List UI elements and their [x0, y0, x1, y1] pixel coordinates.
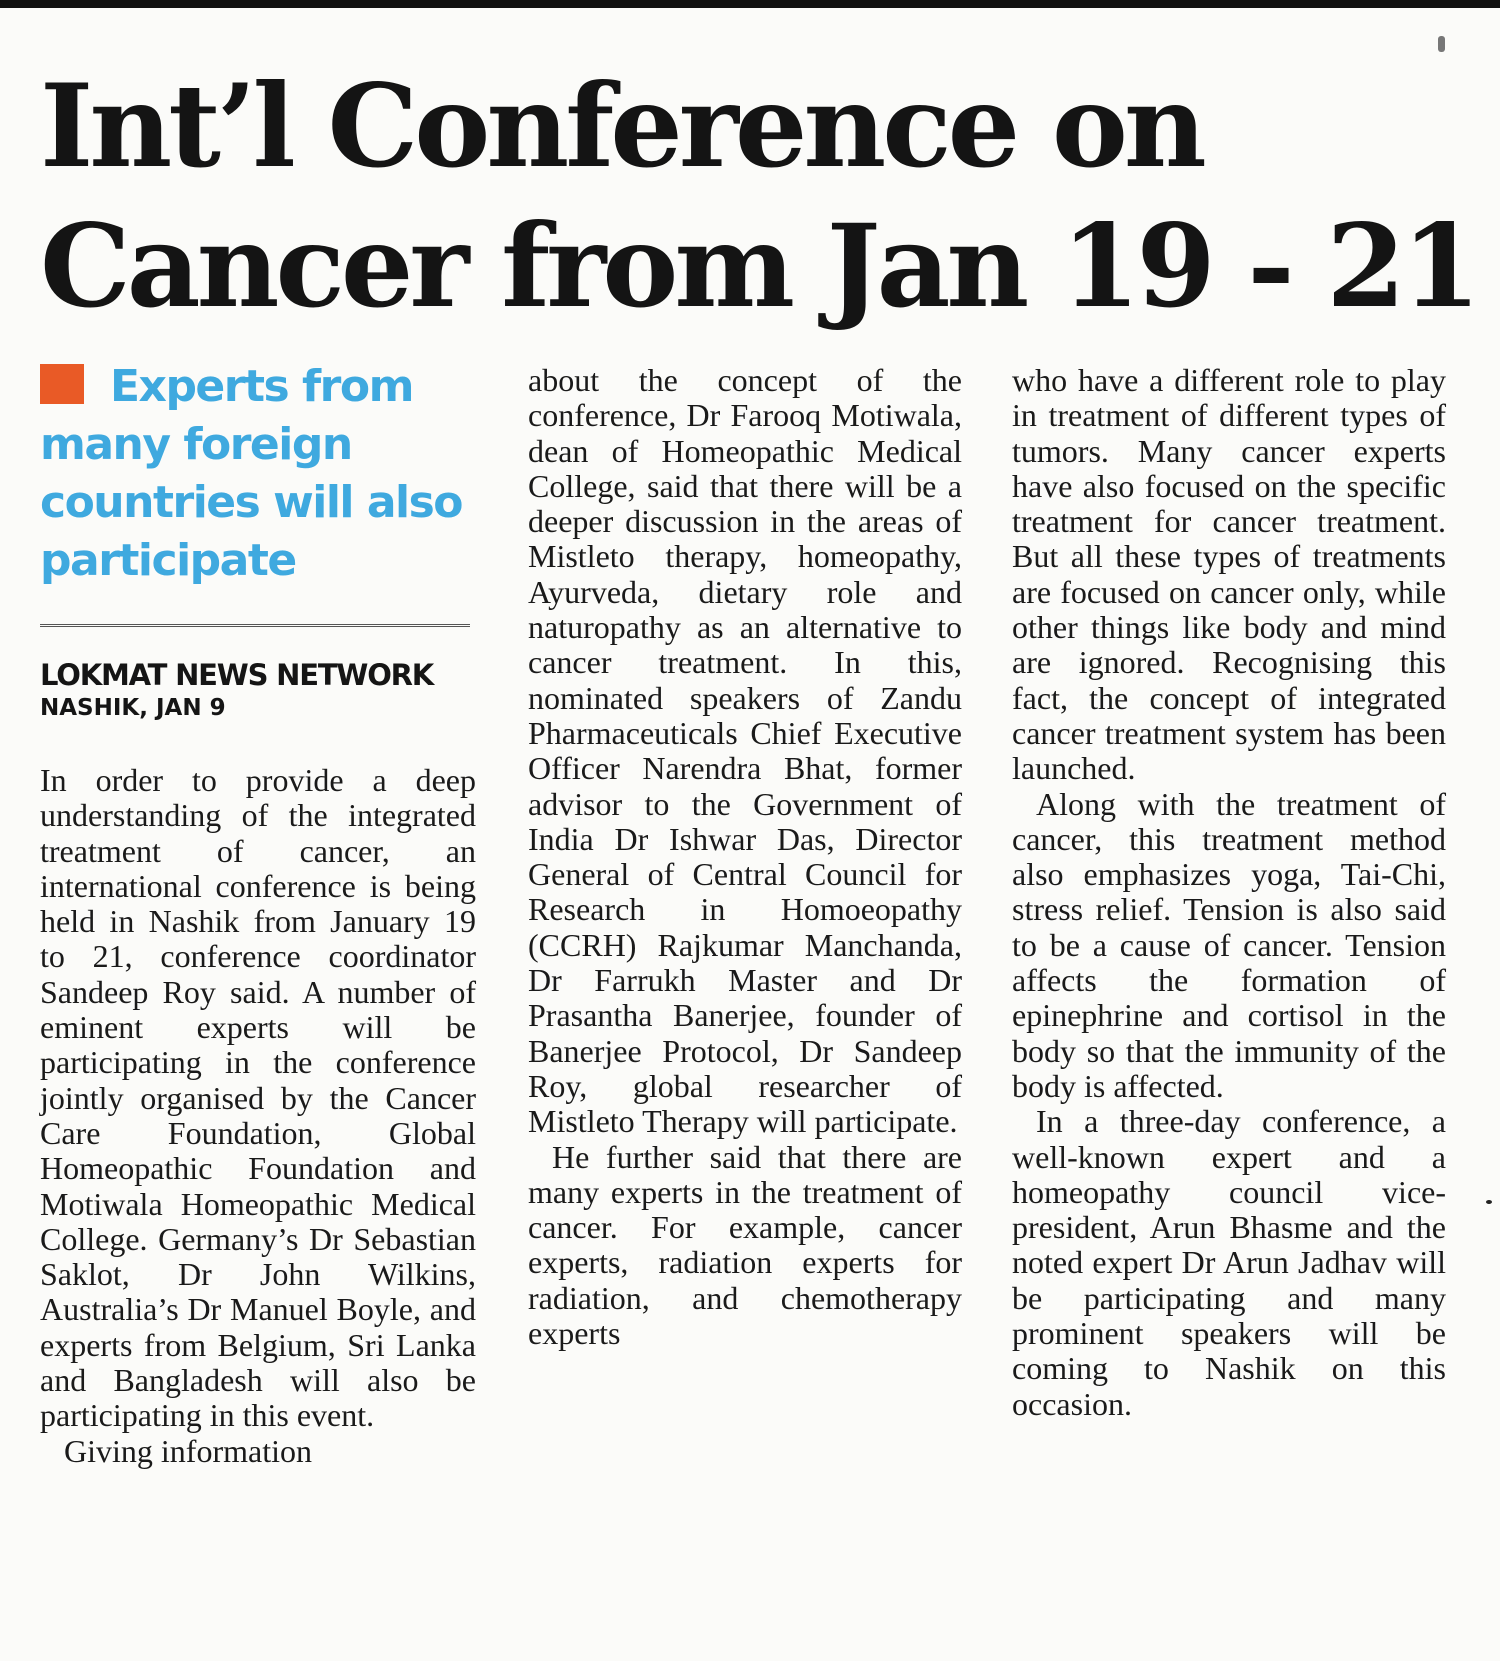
- scan-speck: [1486, 1200, 1492, 1204]
- paragraph-1: In order to provide a deep understanding of the integrated treatment of cancer, an international conference is being held in Nashik from January 19 to 21, conference coordinator Sandeep Roy said. A number of eminent experts will be participating in the conference jointly organised by the Cancer Care Foundation, Global Homeopathic Foundation and Motiwala Homeopathic Medical College. Germany’s Dr Sebastian Saklot, Dr John Wilkins, Australia’s Dr Manuel Boyle, and experts from Belgium, Sri Lanka and Bangladesh will also be participating in this event.: [40, 762, 476, 1434]
- byline: LOKMAT NEWS NETWORK: [40, 658, 434, 692]
- headline: [40, 56, 1477, 336]
- kicker: [40, 358, 476, 590]
- paragraph-2-start-text: Giving information: [64, 1432, 312, 1469]
- paragraph-5: [1012, 1104, 1446, 1422]
- paragraph-3-continued: who have a different role to play in treatment of different types of tumors. Many cancer experts have also focused on the specific treatment for cancer treatment. But all these types of treatments are focused on cancer only, while other things like body and mind are ignored. Recognising this fact, the concept of integrated cancer treatment system has been launched.: [1012, 362, 1446, 787]
- divider-rule: [40, 624, 470, 627]
- kicker-text: Experts from many foreign countries will also participate: [40, 361, 463, 586]
- column-1: [40, 358, 476, 1469]
- paragraph-4: [1012, 787, 1446, 1105]
- headline-line-2: Cancer from Jan 19 - 21: [40, 199, 1477, 333]
- paragraph-2-continued: about the concept of the conference, Dr Farooq Motiwala, dean of Homeopathic Medical College, said that there will be a deeper discussion in the areas of Mistleto therapy, homeopathy, Ayurveda, dietary role and naturopathy as an alternative to cancer treatment. In this, nominated speakers of Zandu Pharmaceuticals Chief Executive Officer Narendra Bhat, former advisor to the Government of India Dr Ishwar Das, Director General of Central Council for Research in Homoeopathy (CCRH) Rajkumar Manchanda, Dr Farrukh Master and Dr Prasantha Banerjee, founder of Banerjee Protocol, Dr Sandeep Roy, global researcher of Mistleto Therapy will participate.: [528, 362, 962, 1140]
- dateline: NASHIK, JAN 9: [40, 695, 226, 721]
- paragraph-3-start-text: He further said that there are many experts in the treatment of cancer. For example, cancer experts, radiation experts for radiation, and chemotherapy experts: [528, 1138, 962, 1352]
- paragraph-3-start: [528, 1140, 962, 1352]
- headline-line-1: Int’l Conference on: [40, 59, 1203, 193]
- paragraph-5-text: In a three-day conference, a well-known expert and a homeopathy council vice-president, Arun Bhasme and the noted expert Dr Arun Jadhav will be participating and many prominent speakers will be coming to Nashik on this occasion.: [1012, 1103, 1446, 1422]
- scan-speck: [1438, 36, 1445, 52]
- column-3: [1012, 363, 1446, 1422]
- column-2: [528, 363, 962, 1351]
- paragraph-2-start: [40, 1434, 476, 1469]
- kicker-bullet-icon: [40, 364, 84, 404]
- paragraph-4-text: Along with the treatment of cancer, this treatment method also emphasizes yoga, Tai-Chi, stress relief. Tension is also said to be a cause of cancer. Tension affects the formation of epinephrine and cortisol in the body so that the immunity of the body is affected.: [1012, 785, 1446, 1104]
